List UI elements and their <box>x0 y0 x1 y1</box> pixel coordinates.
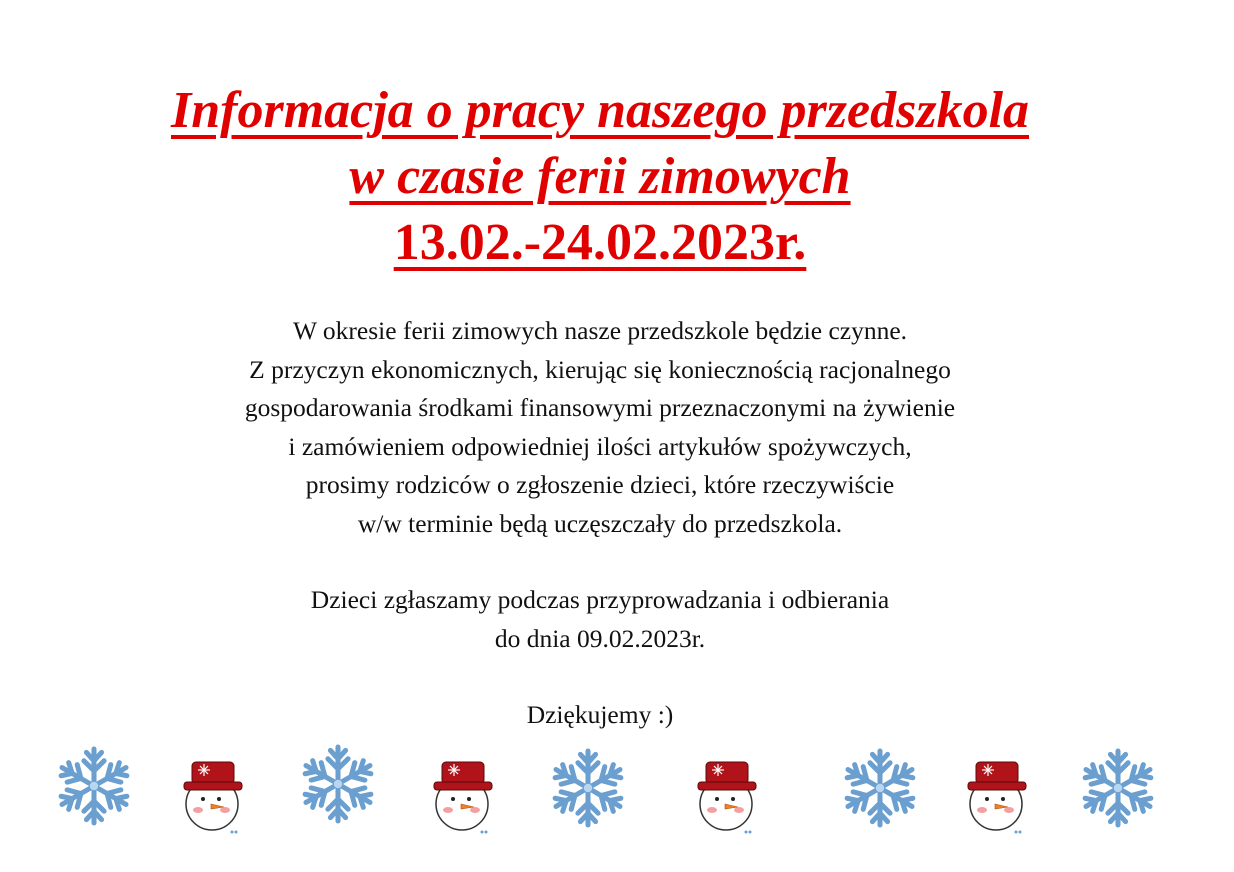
winter-decoration-row <box>0 738 1234 838</box>
title-dates-text: 13.02.-24.02.2023r. <box>393 214 807 271</box>
title-line-2-text: w czasie ferii zimowych <box>349 148 851 205</box>
title-line-2 <box>0 144 1200 210</box>
title-dates <box>0 210 1200 276</box>
snowman-icon <box>966 758 1030 836</box>
title-line-1-text: Informacja o pracy naszego przedszkola <box>170 82 1030 139</box>
body-line: i zamówieniem odpowiedniej ilości artykułów spożywczych, <box>288 431 912 461</box>
snowflake-icon <box>52 744 136 828</box>
notice-body <box>0 312 1200 735</box>
thanks-text: Dziękujemy :) <box>526 700 674 729</box>
snowflake-icon <box>546 746 630 830</box>
title-line-1 <box>0 78 1200 144</box>
body-line: w/w terminie będą uczęszczały do przedszkola. <box>357 508 843 538</box>
notice-line: do dnia 09.02.2023r. <box>494 623 706 653</box>
notice-line: Dzieci zgłaszamy podczas przyprowadzania i odbierania <box>310 585 890 614</box>
snowman-icon <box>432 758 496 836</box>
notice-title <box>0 78 1200 276</box>
body-line: W okresie ferii zimowych nasze przedszkole będzie czynne. <box>292 316 908 345</box>
paragraph-gap <box>0 543 1200 581</box>
paragraph-gap <box>0 658 1200 696</box>
snowman-icon <box>182 758 246 836</box>
body-line: gospodarowania środkami finansowymi przeznaczonymi na żywienie <box>244 393 956 422</box>
snowflake-icon <box>296 742 380 826</box>
body-line: Z przyczyn ekonomicznych, kierując się koniecznością racjonalnego <box>249 354 951 384</box>
snowflake-icon <box>838 746 922 830</box>
body-line: prosimy rodziców o zgłoszenie dzieci, które rzeczywiście <box>305 470 895 499</box>
snowflake-icon <box>1076 746 1160 830</box>
snowman-icon <box>696 758 760 836</box>
